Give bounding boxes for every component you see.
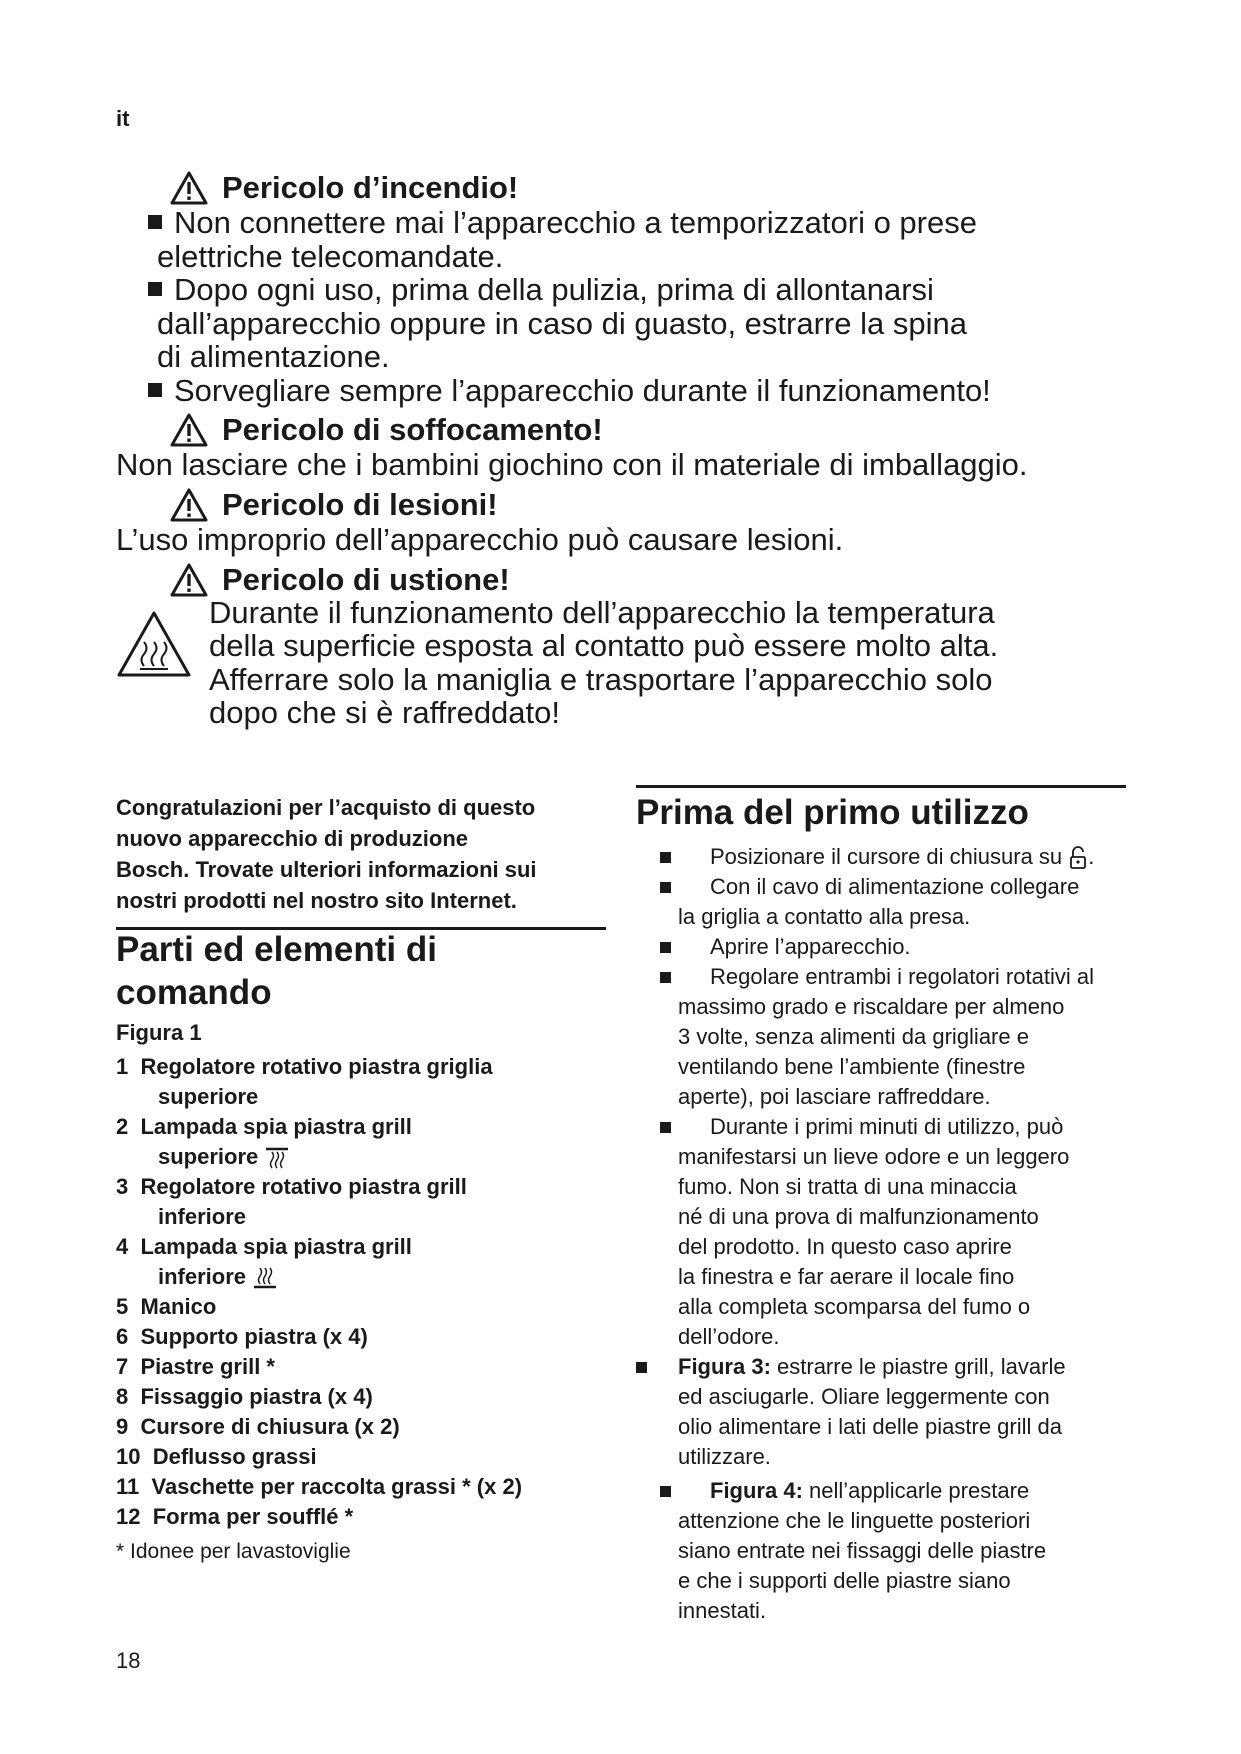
bullet-square-icon	[660, 882, 671, 893]
fire-warning-title: Pericolo d’incendio!	[222, 170, 519, 205]
list-item: Aprire l’apparecchio.	[660, 932, 1160, 962]
fire-warning-line: di alimentazione.	[157, 339, 390, 374]
fire-warning-line: dall’apparecchio oppure in caso di guasto, estrarre la spina	[157, 306, 967, 341]
burn-warning-line: dopo che si è raffreddato!	[209, 695, 561, 730]
first-use-title: Prima del primo utilizzo	[636, 793, 1029, 832]
list-item: Regolare entrambi i regolatori rotativi al massimo grado e riscaldare per almeno 3 volte, senza alimenti da grigliare e ventilando bene l’ambiente (finestre aperte), poi lasciare raffreddare.	[660, 962, 1160, 1112]
fire-warning-line: elettriche telecomandate.	[157, 239, 504, 274]
list-item: Figura 4: nell’applicarle prestare attenzione che le linguette posteriori siano entrate nei fissaggi delle piastre e che i supporti delle piastre siano innestati.	[660, 1476, 1160, 1626]
upper-heat-icon	[264, 1146, 290, 1170]
list-item: Posizionare il cursore di chiusura su .	[660, 842, 1160, 872]
injury-warning-text: L’uso improprio dell’apparecchio può causare lesioni.	[116, 522, 844, 557]
warning-triangle-icon	[170, 488, 208, 522]
list-item: 8 Fissaggio piastra (x 4)	[116, 1384, 373, 1409]
fire-warning-line: Sorvegliare sempre l’apparecchio durante il funzionamento!	[148, 374, 991, 408]
list-item: Con il cavo di alimentazione collegare la griglia a contatto alla presa.	[660, 872, 1160, 932]
list-item: 2 Lampada spia piastra grill superiore	[116, 1114, 412, 1169]
burn-warning-title: Pericolo di ustione!	[222, 562, 510, 597]
suffocation-warning-heading	[170, 412, 603, 448]
injury-warning-heading	[170, 487, 498, 523]
list-item: 6 Supporto piastra (x 4)	[116, 1324, 368, 1349]
warning-triangle-icon	[170, 563, 208, 597]
burn-warning-line: Afferrare solo la maniglia e trasportare l’apparecchio solo	[209, 662, 993, 697]
bullet-square-icon	[148, 215, 162, 229]
suffocation-warning-title: Pericolo di soffocamento!	[222, 412, 603, 447]
footnote: * Idonee per lavastoviglie	[116, 1540, 351, 1563]
list-item: 11 Vaschette per raccolta grassi * (x 2)	[116, 1474, 523, 1499]
bullet-square-icon	[660, 852, 671, 863]
parts-list	[116, 1052, 636, 1532]
hot-surface-warning-icon	[116, 610, 192, 678]
lower-heat-icon	[252, 1266, 278, 1290]
bullet-square-icon	[660, 972, 671, 983]
bullet-square-icon	[148, 282, 162, 296]
unlock-icon	[1068, 846, 1088, 870]
list-item: 3 Regolatore rotativo piastra grill inferiore	[116, 1174, 467, 1229]
fire-warning-line: Dopo ogni uso, prima della pulizia, prima di allontanarsi	[148, 273, 934, 307]
fire-warning-heading	[170, 170, 518, 206]
bullet-square-icon	[660, 1122, 671, 1133]
list-item: Figura 3: estrarre le piastre grill, lavarle ed asciugarle. Oliare leggermente con olio alimentare i lati delle piastre grill da utilizzare.	[636, 1352, 1136, 1472]
list-item: 5 Manico	[116, 1294, 217, 1319]
list-item: 9 Cursore di chiusura (x 2)	[116, 1414, 400, 1439]
list-item: 4 Lampada spia piastra grill inferiore	[116, 1234, 412, 1289]
list-item: 1 Regolatore rotativo piastra griglia superiore	[116, 1054, 493, 1109]
suffocation-warning-text: Non lasciare che i bambini giochino con il materiale di imballaggio.	[116, 447, 1028, 482]
warning-triangle-icon	[170, 413, 208, 447]
bullet-square-icon	[148, 383, 162, 397]
burn-warning-line: Durante il funzionamento dell’apparecchio la temperatura	[209, 595, 995, 630]
list-item: Durante i primi minuti di utilizzo, può manifestarsi un lieve odore e un leggero fumo. Non si tratta di una minaccia né di una prova di malfunzionamento del prodotto. In questo caso aprire la finestra e far aerare il locale fino alla completa scomparsa del fumo o dell’odore.	[660, 1112, 1160, 1352]
bullet-square-icon	[660, 942, 671, 953]
burn-warning-line: della superficie esposta al contatto può essere molto alta.	[209, 628, 999, 663]
intro-paragraph: Congratulazioni per l’acquisto di questo nuovo apparecchio di produzione Bosch. Trovate ulteriori informazioni sui nostri prodotti nel nostro sito Internet.	[116, 795, 537, 913]
burn-warning-heading	[170, 562, 510, 598]
bullet-square-icon	[636, 1362, 647, 1373]
list-item: 7 Piastre grill *	[116, 1354, 275, 1379]
section-divider	[636, 785, 1126, 788]
warning-triangle-icon	[170, 171, 208, 205]
page-number: 18	[116, 1648, 141, 1673]
first-use-steps	[660, 842, 1160, 1626]
parts-section-title: Parti ed elementi di comando	[116, 930, 437, 1012]
list-item: 12 Forma per soufflé *	[116, 1504, 354, 1529]
bullet-square-icon	[660, 1486, 671, 1497]
language-code: it	[116, 106, 130, 131]
injury-warning-title: Pericolo di lesioni!	[222, 487, 498, 522]
list-item: 10 Deflusso grassi	[116, 1444, 317, 1469]
fire-warning-line: Non connettere mai l’apparecchio a temporizzatori o prese	[148, 206, 977, 240]
figure-label: Figura 1	[116, 1020, 202, 1045]
